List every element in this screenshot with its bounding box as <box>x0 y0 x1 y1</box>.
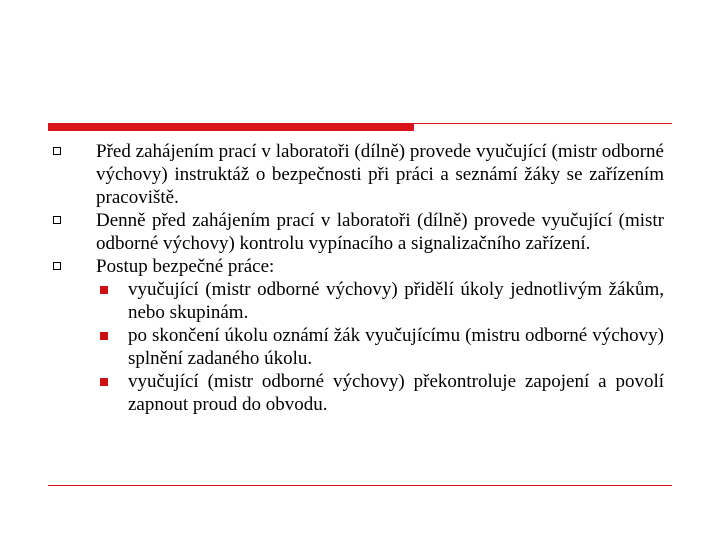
hollow-square-bullet-icon <box>53 216 61 224</box>
slide-content <box>48 140 664 416</box>
hollow-square-bullet-icon <box>53 262 61 270</box>
sub-bullet-list <box>96 278 664 416</box>
sub-bullet-text: po skončení úkolu oznámí žák vyučujícímu (mistru odborné výchovy) splnění zadaného úkolu. <box>128 325 664 369</box>
bottom-rule <box>48 485 672 486</box>
sub-bullet-item-2 <box>96 324 664 370</box>
sub-bullet-text: vyučující (mistr odborné výchovy) překontroluje zapojení a povolí zapnout proud do obvodu. <box>128 371 664 415</box>
bullet-text: Denně před zahájením prací v laboratoři (dílně) provede vyučující (mistr odborné výchovy) kontrolu vypínacího a signalizačního zařízení. <box>96 210 664 254</box>
bullet-text: Před zahájením prací v laboratoři (dílně) provede vyučující (mistr odborné výchovy) instruktáž o bezpečnosti při práci a seznámí žáky se zařízením pracoviště. <box>96 141 664 208</box>
top-thin-rule <box>414 123 672 124</box>
sub-bullet-item-3 <box>96 370 664 416</box>
bullet-text: Postup bezpečné práce: <box>96 256 275 277</box>
filled-square-bullet-icon <box>100 378 108 386</box>
filled-square-bullet-icon <box>100 286 108 294</box>
bullet-item-1 <box>48 140 664 209</box>
bullet-item-3 <box>48 255 664 416</box>
bullet-item-2 <box>48 209 664 255</box>
filled-square-bullet-icon <box>100 332 108 340</box>
hollow-square-bullet-icon <box>53 147 61 155</box>
sub-bullet-text: vyučující (mistr odborné výchovy) přidělí úkoly jednotlivým žákům, nebo skupinám. <box>128 279 664 323</box>
sub-bullet-item-1 <box>96 278 664 324</box>
top-accent-bar <box>48 123 414 131</box>
